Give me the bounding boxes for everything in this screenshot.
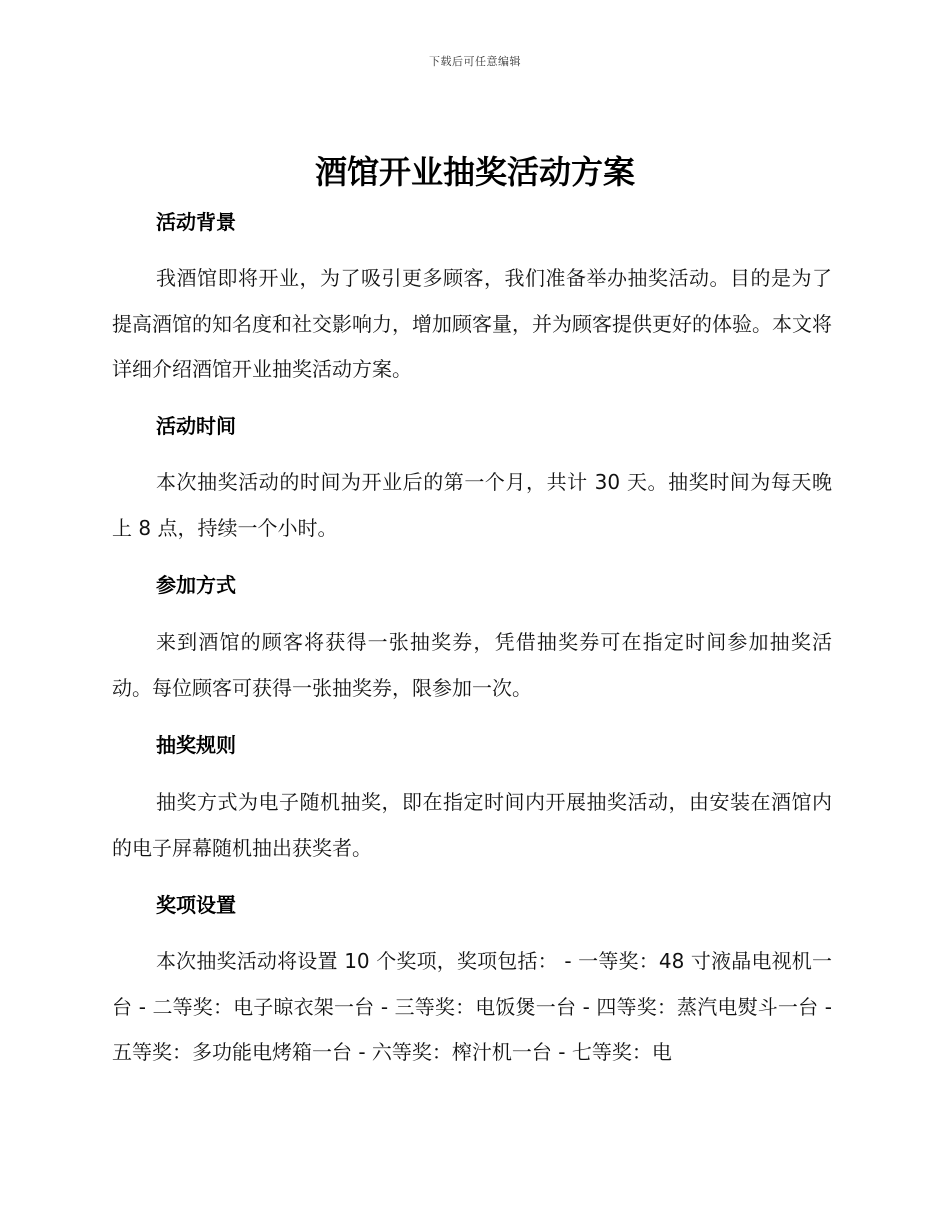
section-heading-background: 活动背景 — [156, 210, 236, 234]
section-body-rules: 抽奖方式为电子随机抽奖，即在指定时间内开展抽奖活动，由安装在酒馆内的电子屏幕随机抽出获奖者。 — [112, 790, 832, 860]
document-title: 酒馆开业抽奖活动方案 — [314, 153, 635, 191]
section-body-participation: 来到酒馆的顾客将获得一张抽奖券，凭借抽奖券可在指定时间参加抽奖活动。每位顾客可获得一张抽奖券，限参加一次。 — [112, 630, 832, 700]
header-note: 下载后可任意编辑 — [429, 55, 521, 68]
section-heading-time: 活动时间 — [156, 414, 236, 438]
section-body-background: 我酒馆即将开业，为了吸引更多顾客，我们准备举办抽奖活动。目的是为了提高酒馆的知名度和社交影响力，增加顾客量，并为顾客提供更好的体验。本文将详细介绍酒馆开业抽奖活动方案。 — [112, 266, 832, 381]
section-heading-rules: 抽奖规则 — [156, 733, 236, 757]
section-heading-prizes: 奖项设置 — [156, 893, 236, 917]
section-heading-participation: 参加方式 — [156, 573, 236, 597]
section-body-prizes: 本次抽奖活动将设置 10 个奖项，奖项包括： - 一等奖：48 寸液晶电视机一台 - 二等奖：电子晾衣架一台 - 三等奖：电饭煲一台 - 四等奖：蒸汽电熨斗一台 - 五等奖：多功能电烤箱一台 - 六等奖：榨汁机一台 - 七等奖：电 — [112, 949, 832, 1064]
section-body-time: 本次抽奖活动的时间为开业后的第一个月，共计 30 天。抽奖时间为每天晚上 8 点，持续一个小时。 — [112, 470, 832, 540]
